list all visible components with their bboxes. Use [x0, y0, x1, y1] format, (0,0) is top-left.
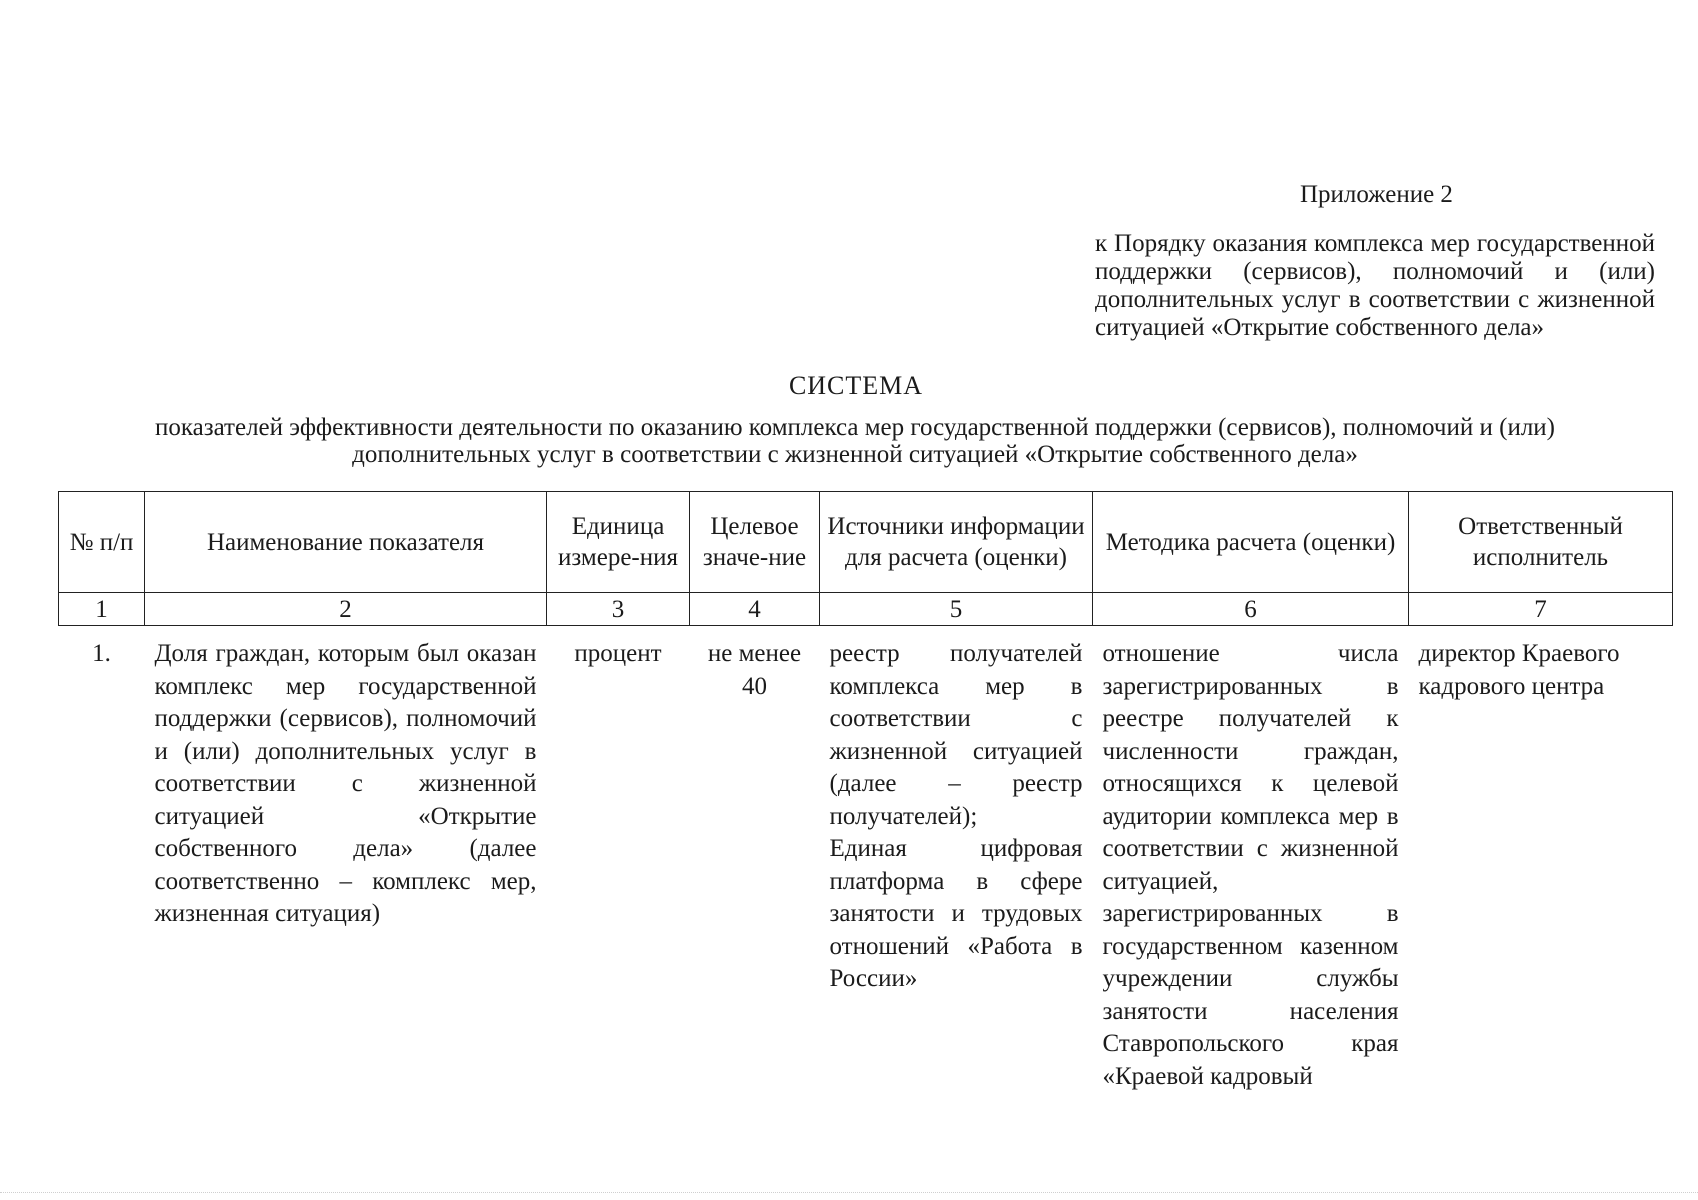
unit: процент [574, 640, 662, 667]
header-sources: Источники информации для расчета (оценки) [820, 492, 1093, 593]
column-number: 3 [547, 593, 690, 626]
column-number: 7 [1409, 593, 1673, 626]
document-subtitle: показателей эффективности деятельности по оказанию комплекса мер государственной поддержки (сервисов), полномочий и (или) дополнительных услуг в соответствии с жизненной ситуацией «Открытие собственного дела» [154, 414, 1555, 468]
column-number: 1 [59, 593, 145, 626]
indicators-table [58, 491, 1673, 1093]
header-responsible: Ответственный исполнитель [1409, 492, 1673, 593]
header-target-value: Целевое значе-ние [690, 492, 820, 593]
header-method: Методика расчета (оценки) [1093, 492, 1409, 593]
responsible-executor: директор Краевого кадрового центра [1418, 640, 1620, 700]
source-platform: Единая цифровая платформа в сфере занятости и трудовых отношений «Работа в России» [829, 835, 1083, 992]
header-unit: Единица измере-ния [547, 492, 690, 593]
row-number: 1. [92, 640, 111, 667]
sources-cell [820, 626, 1093, 1094]
source-registry: реестр получателей комплекса мер в соответствии с жизненной ситуацией (далее – реестр получателей); [829, 640, 1083, 830]
column-number: 5 [820, 593, 1093, 626]
page-bottom-edge [0, 1192, 1698, 1193]
table-header-row [59, 492, 1673, 593]
column-number: 4 [690, 593, 820, 626]
header-number: № п/п [59, 492, 145, 593]
appendix-title: Приложение 2 [1300, 181, 1453, 208]
header-indicator-name: Наименование показателя [145, 492, 547, 593]
appendix-reference: к Порядку оказания комплекса мер государственной поддержки (сервисов), полномочий и (или) дополнительных услуг в соответствии с жизненной ситуацией «Открытие собственного дела» [1095, 230, 1655, 341]
target-value: не менее 40 [707, 640, 802, 700]
table-row [59, 626, 1673, 1094]
document-title: СИСТЕМА [788, 371, 924, 400]
column-number-row [59, 593, 1673, 626]
column-number: 6 [1093, 593, 1409, 626]
calculation-method: отношение числа зарегистрированных в реестре получателей к численности граждан, относящихся к целевой аудитории комплекса мер в соответствии с жизненной ситуацией, зарегистрированных в государственном казенном учреждении службы занятости населения Ставропольского края «Краевой кадровый [1102, 640, 1399, 1090]
indicator-name: Доля граждан, которым был оказан комплекс мер государственной поддержки (сервисов), полномочий и (или) дополнительных услуг в соответствии с жизненной ситуацией «Открытие собственного дела» (далее соответственно – комплекс мер, жизненная ситуация) [154, 640, 537, 927]
column-number: 2 [145, 593, 547, 626]
